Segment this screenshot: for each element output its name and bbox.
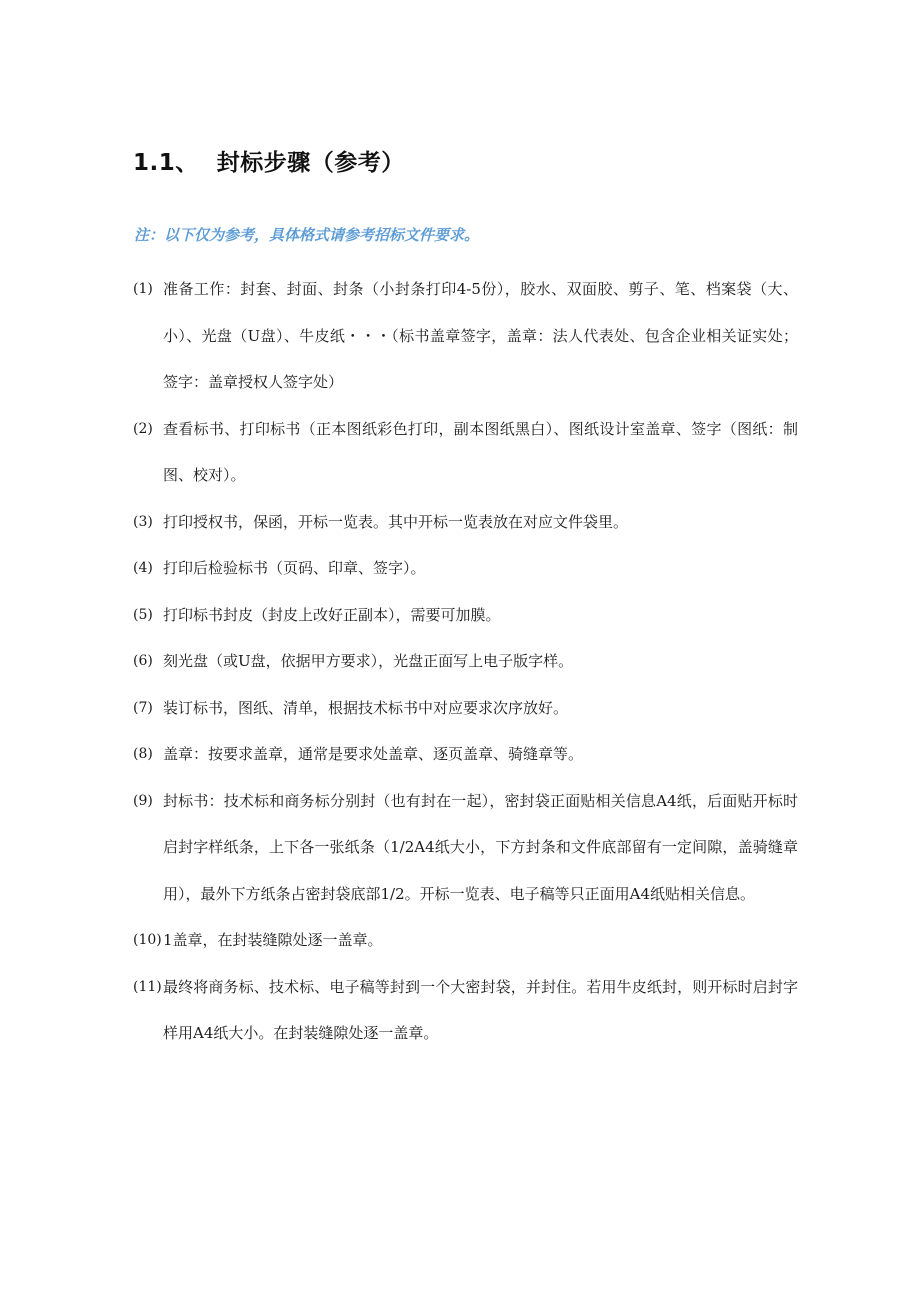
item-text: 查看标书、打印标书（正本图纸彩色打印，副本图纸黑白）、图纸设计室盖章、签字（图纸：制图、校对）。 (163, 419, 798, 484)
item-text: 1盖章，在封装缝隙处逐一盖章。 (163, 931, 383, 949)
list-item (133, 917, 798, 964)
list-item (133, 685, 798, 732)
list-item (133, 406, 798, 499)
section-heading (133, 144, 405, 177)
item-marker: (2) (133, 420, 153, 437)
step-list (133, 266, 798, 1057)
item-text: 打印后检验标书（页码、印章、签字）。 (163, 559, 426, 577)
list-item (133, 545, 798, 592)
item-marker: (3) (133, 513, 153, 530)
section-number: 1.1、 (133, 150, 199, 176)
item-marker: (9) (133, 792, 153, 809)
item-text: 最终将商务标、技术标、电子稿等封到一个大密封袋，并封住。若用牛皮纸封，则开标时启封字样用A4纸大小。在封装缝隙处逐一盖章。 (163, 977, 798, 1042)
list-item (133, 638, 798, 685)
item-marker: (10) (133, 932, 162, 948)
item-marker: (5) (133, 606, 153, 623)
list-item (133, 266, 798, 406)
item-text: 刻光盘（或U盘，依据甲方要求），光盘正面写上电子版字样。 (163, 652, 574, 670)
list-item (133, 964, 798, 1057)
item-text: 封标书：技术标和商务标分别封（也有封在一起），密封袋正面贴相关信息A4纸，后面贴开标时启封字样纸条，上下各一张纸条（1/2A4纸大小，下方封条和文件底部留有一定间隙，盖骑缝章用），最外下方纸条占密封袋底部1/2。开标一览表、电子稿等只正面用A4纸贴相关信息。 (163, 791, 798, 903)
item-text: 准备工作：封套、封面、封条（小封条打印4-5份），胶水、双面胶、剪子、笔、档案袋（大、小）、光盘（U盘）、牛皮纸・・・（标书盖章签字，盖章：法人代表处、包含企业相关证实处；签字：盖章授权人签字处） (163, 280, 798, 391)
item-marker: (11) (133, 978, 162, 995)
item-marker: (1) (133, 281, 153, 297)
list-item (133, 592, 798, 639)
item-marker: (4) (133, 560, 153, 576)
item-text: 装订标书，图纸、清单，根据技术标书中对应要求次序放好。 (163, 698, 569, 717)
item-marker: (8) (133, 746, 153, 762)
item-text: 打印标书封皮（封皮上改好正副本），需要可加膜。 (163, 605, 501, 624)
item-text: 打印授权书，保函，开标一览表。其中开标一览表放在对应文件袋里。 (163, 512, 629, 531)
note-text: 注：以下仅为参考，具体格式请参考招标文件要求。 (134, 226, 480, 244)
list-item (133, 499, 798, 546)
section-title: 封标步骤（参考） (216, 150, 405, 176)
list-item (133, 731, 798, 778)
item-text: 盖章：按要求盖章，通常是要求处盖章、逐页盖章、骑缝章等。 (163, 745, 584, 763)
item-marker: (6) (133, 653, 153, 669)
item-marker: (7) (133, 699, 153, 716)
list-item (133, 778, 798, 918)
